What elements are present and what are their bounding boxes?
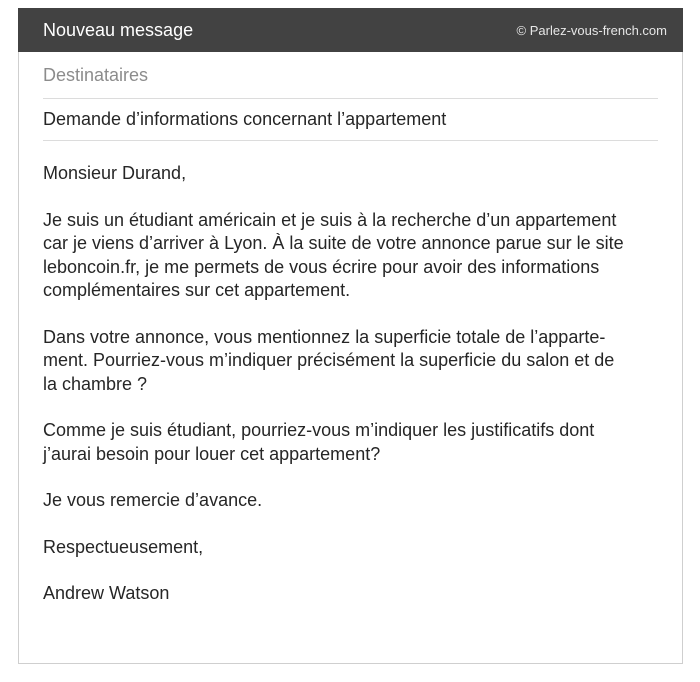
body-paragraph-3 — [43, 419, 663, 466]
subject-divider — [43, 140, 658, 141]
body-line: ment. Pourriez-vous m’indiquer précisément la superficie du salon et de — [43, 350, 615, 370]
greeting: Monsieur Durand, — [43, 163, 187, 183]
watermark-credit: © Parlez-vous-french.com — [516, 23, 667, 38]
body-line: Je suis un étudiant américain et je suis à la recherche d’un appartement — [43, 209, 617, 230]
body-line: leboncoin.fr, je me permets de vous écrire pour avoir des informations — [43, 256, 600, 277]
signature: Andrew Watson — [43, 583, 170, 603]
compose-window — [18, 8, 683, 664]
body-line: Dans votre annonce, vous mentionnez la superficie totale de l’apparte- — [43, 326, 606, 347]
closing-line: Respectueusement, — [43, 536, 204, 557]
recipients-field[interactable]: Destinataires — [43, 65, 149, 85]
compose-title: Nouveau message — [43, 20, 194, 40]
body-line: complémentaires sur cet appartement. — [43, 280, 351, 300]
thanks-line: Je vous remercie d’avance. — [43, 490, 263, 510]
message-body[interactable] — [43, 162, 663, 629]
body-line: j’aurai besoin pour louer cet appartement? — [43, 443, 381, 464]
body-paragraph-1 — [43, 209, 663, 303]
body-paragraph-2 — [43, 326, 663, 397]
compose-header — [18, 8, 683, 52]
recipients-divider — [43, 98, 658, 99]
body-line: Comme je suis étudiant, pourriez-vous m’indiquer les justificatifs dont — [43, 420, 595, 440]
body-line: la chambre ? — [43, 373, 148, 394]
subject-field[interactable]: Demande d’informations concernant l’appartement — [43, 109, 447, 129]
body-line: car je viens d’arriver à Lyon. À la suite de votre annonce parue sur le site — [43, 233, 624, 253]
